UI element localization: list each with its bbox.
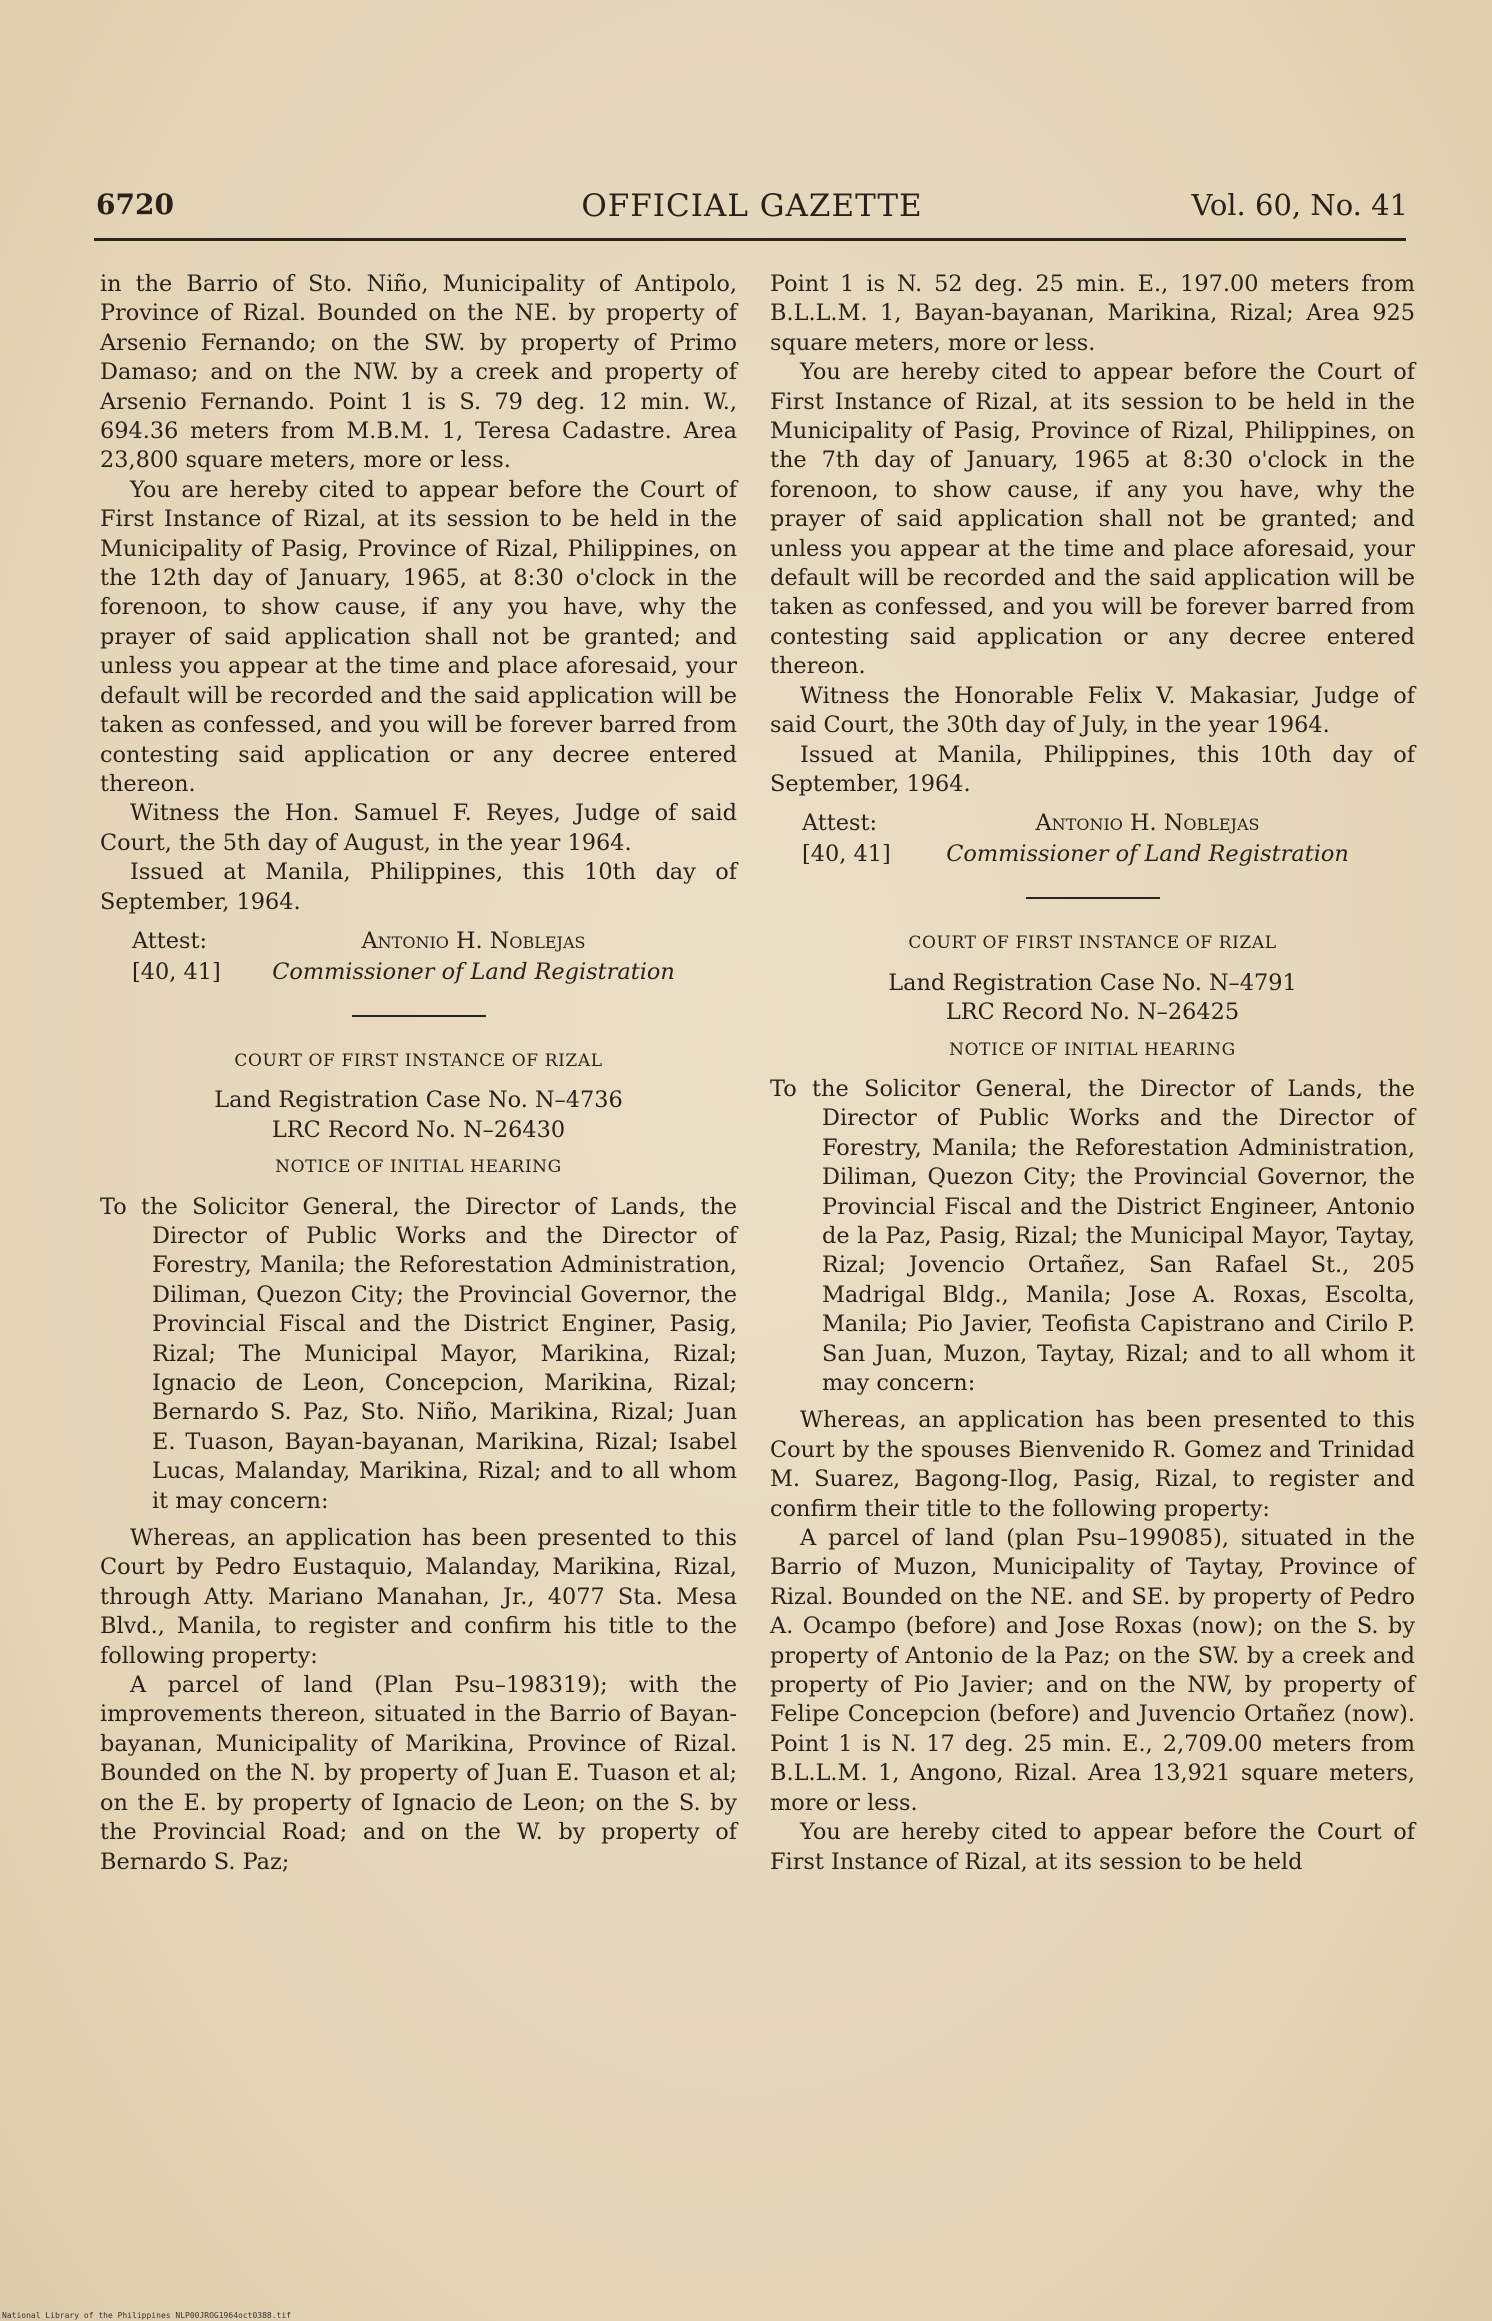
right-column <box>770 270 1415 1877</box>
notice-heading: NOTICE OF INITIAL HEARING <box>949 1039 1236 1060</box>
paragraph: Point 1 is N. 52 deg. 25 min. E., 197.00 meters from B.L.L.M. 1, Bayan-bayanan, Marikina, Rizal; Area 925 square meters, more or less. <box>770 271 1415 356</box>
attest-label: Attest: <box>132 927 208 954</box>
paragraph: You are hereby cited to appear before the Court of First Instance of Rizal, at its session to be held in the Municipality of Pasig, Province of Rizal, Philippines, on the 12th day of January, 1965, at 8:30 o'clock in the forenoon, to show cause, if any you have, why the prayer of said application shall not be granted; and unless you appear at the time and place aforesaid, your default will be recorded and the said application will be taken as confessed, and you will be forever barred from contesting said application or any decree entered thereon. <box>100 476 737 797</box>
header-rule <box>94 238 1406 241</box>
attestation <box>100 927 737 989</box>
notice-heading: NOTICE OF INITIAL HEARING <box>275 1157 562 1178</box>
scan-footer: National Library of the Philippines NLP00JROG1964oct0388.tif <box>2 2311 291 2320</box>
attest-title: Commissioner of Land Registration <box>272 958 675 985</box>
section-divider <box>352 1015 486 1017</box>
page-header <box>96 188 1408 238</box>
left-column <box>100 270 737 1877</box>
paragraph: Issued at Manila, Philippines, this 10th day of September, 1964. <box>770 741 1415 797</box>
paragraph: Whereas, an application has been presented to this Court by Pedro Eustaquio, Malanday, Marikina, Rizal, through Atty. Mariano Manahan, Jr., 4077 Sta. Mesa Blvd., Manila, to register and confirm his title to the following property: <box>100 1525 737 1669</box>
volume-number: Vol. 60, No. 41 <box>1191 188 1408 222</box>
attest-reference: [40, 41] <box>132 958 221 985</box>
publication-title: OFFICIAL GAZETTE <box>581 188 923 224</box>
attest-reference: [40, 41] <box>802 841 891 868</box>
attest-name: Antonio H. Noblejas <box>1035 810 1260 837</box>
attest-name: Antonio H. Noblejas <box>361 927 586 954</box>
paragraph: Witness the Hon. Samuel F. Reyes, Judge of said Court, the 5th day of August, in the year 1964. <box>100 800 737 856</box>
attest-title: Commissioner of Land Registration <box>946 841 1349 868</box>
addressees: To the Solicitor General, the Director of Lands, the Director of Public Works and the Director of Forestry, Manila; the Reforestation Administration, Diliman, Quezon City; the Provincial Governor, the Provincial Fiscal and the District Engineer, Antonio de la Paz, Pasig, Rizal; the Municipal Mayor, Taytay, Rizal; Jovencio Ortañez, San Rafael St., 205 Madrigal Bldg., Manila; Jose A. Roxas, Escolta, Manila; Pio Javier, Teofista Capistrano and Cirilo P. San Juan, Muzon, Taytay, Rizal; and to all whom it may concern: <box>770 1075 1415 1396</box>
paragraph: in the Barrio of Sto. Niño, Municipality of Antipolo, Province of Rizal. Bounded on the NE. by property of Arsenio Fernando; on the SW. by property of Primo Damaso; and on the NW. by a creek and property of Arsenio Fernando. Point 1 is S. 79 deg. 12 min. W., 694.36 meters from M.B.M. 1, Teresa Cadastre. Area 23,800 square meters, more or less. <box>100 271 737 474</box>
court-heading: COURT OF FIRST INSTANCE OF RIZAL <box>234 1050 603 1071</box>
case-number: Land Registration Case No. N–4791 <box>888 969 1297 996</box>
paragraph: Witness the Honorable Felix V. Makasiar, Judge of said Court, the 30th day of July, in the year 1964. <box>770 682 1415 739</box>
lrc-record-number: LRC Record No. N–26430 <box>271 1116 566 1143</box>
paragraph: A parcel of land (Plan Psu–198319); with the improvements thereon, situated in the Barrio of Bayan-bayanan, Municipality of Marikina, Province of Rizal. Bounded on the N. by property of Juan E. Tuason et al; on the E. by property of Ignacio de Leon; on the S. by the Provincial Road; and on the W. by property of Bernardo S. Paz; <box>100 1672 737 1875</box>
case-number: Land Registration Case No. N–4736 <box>214 1087 623 1114</box>
paragraph: Whereas, an application has been presented to this Court by the spouses Bienvenido R. Gomez and Trinidad M. Suarez, Bagong-Ilog, Pasig, Rizal, to register and confirm their title to the following property: <box>770 1407 1415 1522</box>
section-divider <box>1026 897 1160 899</box>
attestation <box>770 809 1415 871</box>
addressees: To the Solicitor General, the Director of Lands, the Director of Public Works and the Director of Forestry, Manila; the Reforestation Administration, Diliman, Quezon City; the Provincial Governor, the Provincial Fiscal and the District Enginer, Pasig, Rizal; The Municipal Mayor, Marikina, Rizal; Ignacio de Leon, Concepcion, Marikina, Rizal; Bernardo S. Paz, Sto. Niño, Marikina, Rizal; Juan E. Tuason, Bayan-bayanan, Marikina, Rizal; Isabel Lucas, Malanday, Marikina, Rizal; and to all whom it may concern: <box>100 1193 737 1514</box>
attest-label: Attest: <box>802 810 878 837</box>
paragraph: Issued at Manila, Philippines, this 10th day of September, 1964. <box>100 859 737 915</box>
page-number: 6720 <box>96 188 174 221</box>
paragraph: You are hereby cited to appear before the Court of First Instance of Rizal, at its session to be held <box>770 1819 1415 1875</box>
court-heading: COURT OF FIRST INSTANCE OF RIZAL <box>908 933 1277 954</box>
paragraph: You are hereby cited to appear before the Court of First Instance of Rizal, at its session to be held in the Municipality of Pasig, Province of Rizal, Philippines, on the 7th day of January, 1965 at 8:30 o'clock in the forenoon, to show cause, if any you have, why the prayer of said application shall not be granted; and unless you appear at the time and place aforesaid, your default will be recorded and the said application will be taken as confessed, and you will be forever barred from contesting said application or any decree entered thereon. <box>770 359 1415 680</box>
lrc-record-number: LRC Record No. N–26425 <box>945 999 1240 1026</box>
paragraph: A parcel of land (plan Psu–199085), situated in the Barrio of Muzon, Municipality of Taytay, Province of Rizal. Bounded on the NE. and SE. by property of Pedro A. Ocampo (before) and Jose Roxas (now); on the S. by property of Antonio de la Paz; on the SW. by a creek and property of Pio Javier; and on the NW, by property of Felipe Concepcion (before) and Juvencio Ortañez (now). Point 1 is N. 17 deg. 25 min. E., 2,709.00 meters from B.L.L.M. 1, Angono, Rizal. Area 13,921 square meters, more or less. <box>770 1525 1415 1816</box>
